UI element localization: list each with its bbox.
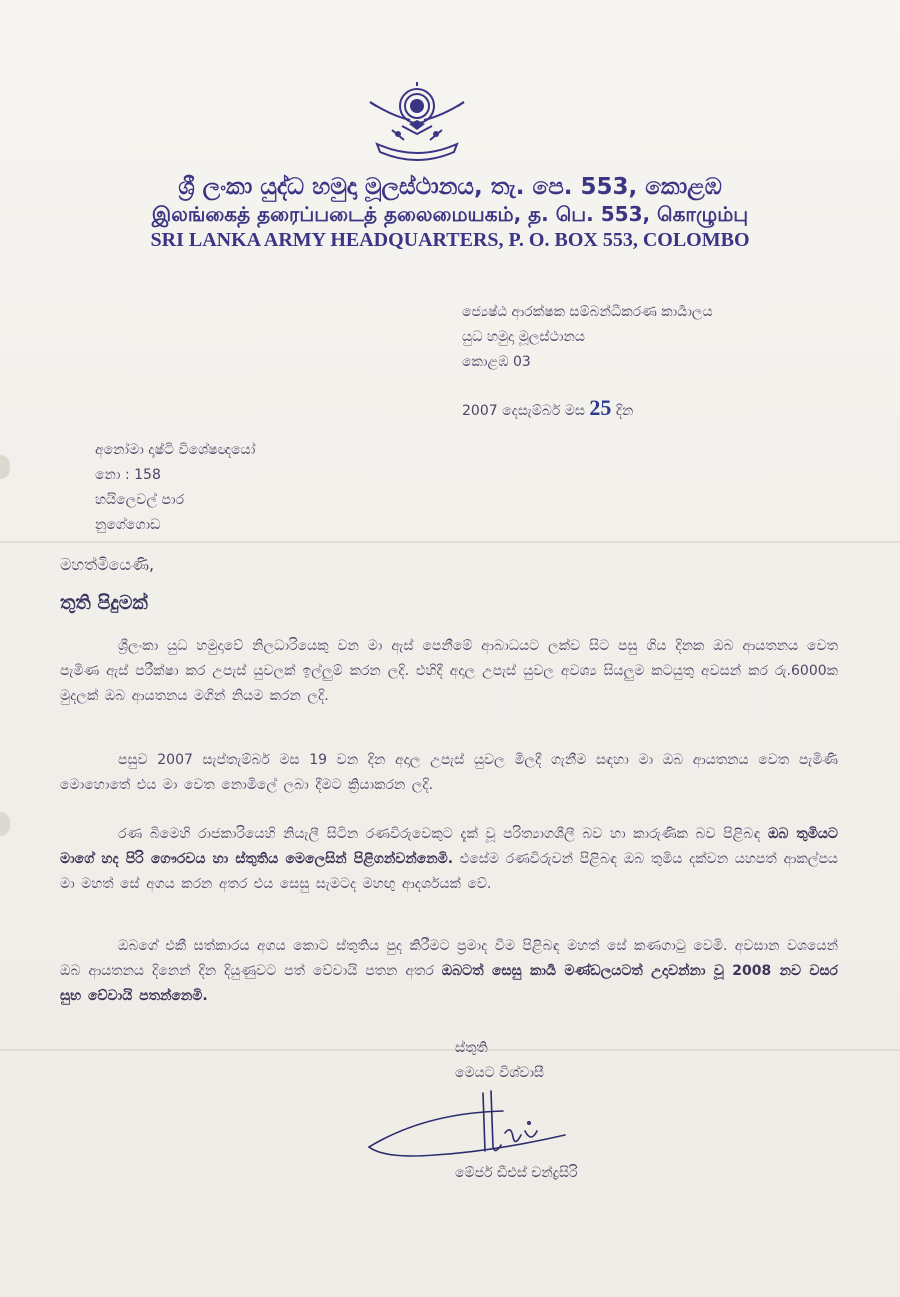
recipient-street: හයිලෙවල් පාර xyxy=(95,492,185,508)
subject-heading: තුති පිදුමක් xyxy=(60,592,148,614)
letterhead-sinhala: ශ්‍රී ලංකා යුද්ධ හමුදා මූලස්ථානය, තැ. පෙ. 553, කොළඹ xyxy=(178,174,722,200)
body-paragraph-4-part-a: ඔබගේ එකී සත්කාරය අගය කොට ස්තුතිය පුද කිරීමට ප්‍රමාද වීම පිළිබඳ මහත් සේ කණගාටු වෙමි. අවසාන වශයෙන් ඔබ ආයතනය දිනෙන් දින දියුණුවට පත් වේවායි පතන අතර xyxy=(60,938,838,979)
body-paragraph-3-part-a: රණ බිමෙහි රාජකාරියෙහි නියැලී සිටින රණවිරුවෙකුට දැක් වූ පරිත්‍යාගශීලී බව හා කාරුණික බව පිළිබඳ xyxy=(118,826,761,842)
body-paragraph-4 xyxy=(60,934,838,1009)
body-paragraph-3-part-c: එසේම රණවිරුවන් පිළිබඳ ඔබ තුමිය දක්වන යහපත් ආකල්පය මා මහත් සේ අගය කරන අතර එය සෙසු සැමටද මහඟු ආදර්ශයක් වේ. xyxy=(60,851,838,892)
sender-office: ජ්‍යෙෂ්ඨ ආරක්ෂක සම්බන්ධීකරණ කාර්‍යාලය xyxy=(462,304,713,320)
body-paragraph-2: පසුව 2007 සැප්තැම්බර් මස 19 වන දින අදාල උපැස් යුවල මිලදී ගැනීම සඳහා මා ඔබ ආයතනය වෙත පැමිණි මොහොතේ එය මා වෙත නොමිලේ ලබා දීමට ක්‍රියාකරන ලදි. xyxy=(60,752,838,793)
letter-date xyxy=(462,395,634,421)
recipient-town: නුගේගොඩ xyxy=(95,517,161,533)
handwritten-signature xyxy=(365,1085,575,1165)
punch-hole xyxy=(0,812,10,836)
closing-thanks: ස්තුති xyxy=(455,1040,488,1056)
sender-hq: යුධ හමුදා මූලස්ථානය xyxy=(462,329,585,345)
sender-city: කොළඹ 03 xyxy=(462,354,531,370)
punch-hole xyxy=(0,455,10,479)
date-prefix: 2007 දෙසැම්බර් මස xyxy=(462,403,585,419)
signatory-name: මේජර් ඩීඑස් චන්ද්‍රසිරි xyxy=(455,1165,578,1181)
closing-faithfully: මෙයට විශ්වාසී xyxy=(455,1065,544,1081)
body-paragraph-1: ශ්‍රීලංකා යුධ හමුදාවේ නිලධාරියෙකු වන මා ඇස් පෙනීමේ ආබාධයට ලක්ව සිට පසු ගිය දිනක ඔබ ආයතනය වෙත පැමිණ ඇස් පරීක්ෂා කර උපැස් යුවලක් ඉල්ලුම් කරන ලදි. එහිදී අදාල උපැස් යුවල අවශ්‍ය සියලුම කටයුතු අවසන් කර රු.6000ක මුදලක් ඔබ ආයතනය මගින් නියම කරන ලදි. xyxy=(60,638,838,704)
letterhead-english: SRI LANKA ARMY HEADQUARTERS, P. O. BOX 553, COLOMBO xyxy=(150,229,750,251)
date-suffix: දින xyxy=(615,403,634,419)
army-crest-emblem xyxy=(362,82,472,164)
fold-line xyxy=(0,541,900,543)
salutation: මහත්මියෙණි, xyxy=(60,555,155,574)
body-paragraph-3 xyxy=(60,822,838,897)
recipient-number: නො : 158 xyxy=(95,467,161,483)
body-paragraph-4-emphasis: ඔබටත් සෙසු කාර්‍ය මණ්ඩලයටත් උදාවන්නා වූ 2008 නව වසර සුභ වේවායි පතන්නෙමි. xyxy=(60,963,839,1004)
letterhead-tamil: இலங்கைத் தரைப்படைத் தலைமையகம், த. பெ. 553, கொழும்பு xyxy=(151,202,749,226)
fold-line xyxy=(0,1049,900,1051)
body-paragraph-3-emphasis: ඔබ තුමියට මාගේ හද පිරි ගෞරවය හා ස්තුතිය මෙලෙසින් පිළිගන්වන්නෙමි. xyxy=(60,826,838,867)
date-day: 25 xyxy=(589,395,612,420)
recipient-name: අනෝමා දෘෂ්ටි විශේෂඥයෝ xyxy=(95,442,256,458)
